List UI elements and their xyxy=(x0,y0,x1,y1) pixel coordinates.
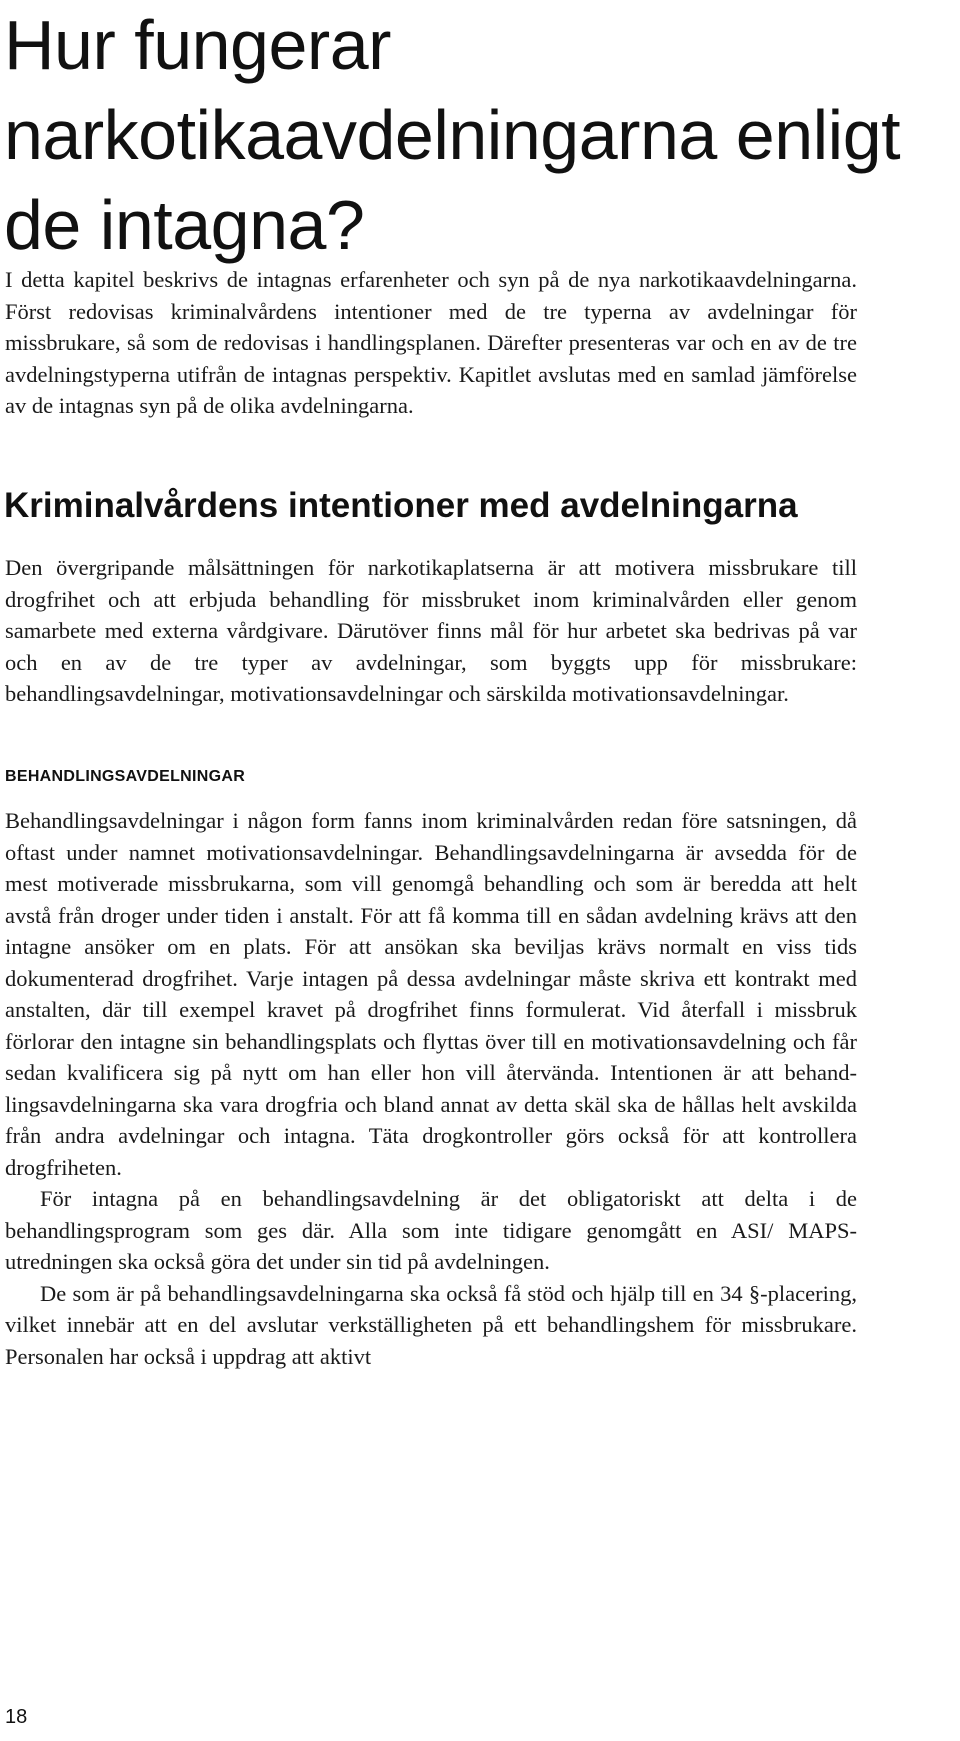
subsection-heading: BEHANDLINGSAVDELNINGAR xyxy=(5,768,246,785)
subsection-paragraph: De som är på behandlingsavdelningarna ska också få stöd och hjälp till en 34 §-placering, vilket innebär att en del avslutar verkställigheten på ett behandlingshem för missbrukare. Personalen har också i uppdrag att aktivt xyxy=(5,1280,857,1369)
section-heading: Kriminalvårdens intentioner med avdelningarna xyxy=(4,486,798,525)
subsection-body xyxy=(5,805,857,1372)
page-number: 18 xyxy=(5,1706,28,1728)
chapter-title: Hur fungerar narkotikaavdelningarna enligt de intagna? xyxy=(4,6,901,264)
subsection-paragraph: Behandlingsavdelningar i någon form fanns inom kriminalvården redan före satsningen, då oftast under namnet motivationsavdelningar. Behandlingsavdelningarna är avsedda för de mest motiverade missbrukarna, som vill genomgå behandling och som är beredda att helt avstå från droger under tiden i anstalt. För att få komma till en sådan avdelning krävs att den intagne ansöker om en plats. För att ansökan ska beviljas krävs normalt en viss tids dokumenterad drogfrihet. Varje intagen på dessa avdelningar måste skriva ett kontrakt med anstalten, där till exempel kravet på drogfrihet finns formulerat. Vid återfall i missbruk förlorar den intagne sin behandlingsplats och flyttas över till en motivationsavdelning och får sedan kvalificera sig på nytt om han eller hon vill återvända. Intentionen är att behandlingsavdelningarna ska vara drogfria och bland annat av detta skäl ska de hållas helt avskilda från andra avdelningar och intagna. Täta drogkontroller görs också för att kontrollera drogfriheten. xyxy=(5,808,857,1180)
subsection-paragraph: För intagna på en behandlingsavdelning är det obligatoriskt att delta i de behandlingsprogram som ges där. Alla som inte tidigare genomgått en ASI/ MAPS-utredningen ska också göra det under sin tid på avdelningen. xyxy=(5,1186,857,1274)
intro-paragraph: I detta kapitel beskrivs de intagnas erfarenheter och syn på de nya narkotikaavdelningarna. Först redovisas kriminalvårdens intentioner med de tre typerna av avdelningar för missbrukare, så som de redovisas i handlingsplanen. Därefter presenteras var och en av de tre avdelningstyperna utifrån de intagnas perspektiv. Kapitlet avslutas med en samlad jämförelse av de intagnas syn på de olika avdelningarna. xyxy=(5,267,857,418)
section-paragraph: Den övergripande målsättningen för narkotikaplatserna är att motivera missbrukare till drogfrihet och att erbjuda behandling för missbruket inom kriminalvården eller genom samarbete med externa vårdgivare. Därutöver finns mål för hur arbetet ska bedrivas på var och en av de tre typer av avdelningar, som byggts upp för missbrukare: behandlingsavdelningar, motivationsavdelningar och särskilda motivationsavdelningar. xyxy=(5,555,857,706)
